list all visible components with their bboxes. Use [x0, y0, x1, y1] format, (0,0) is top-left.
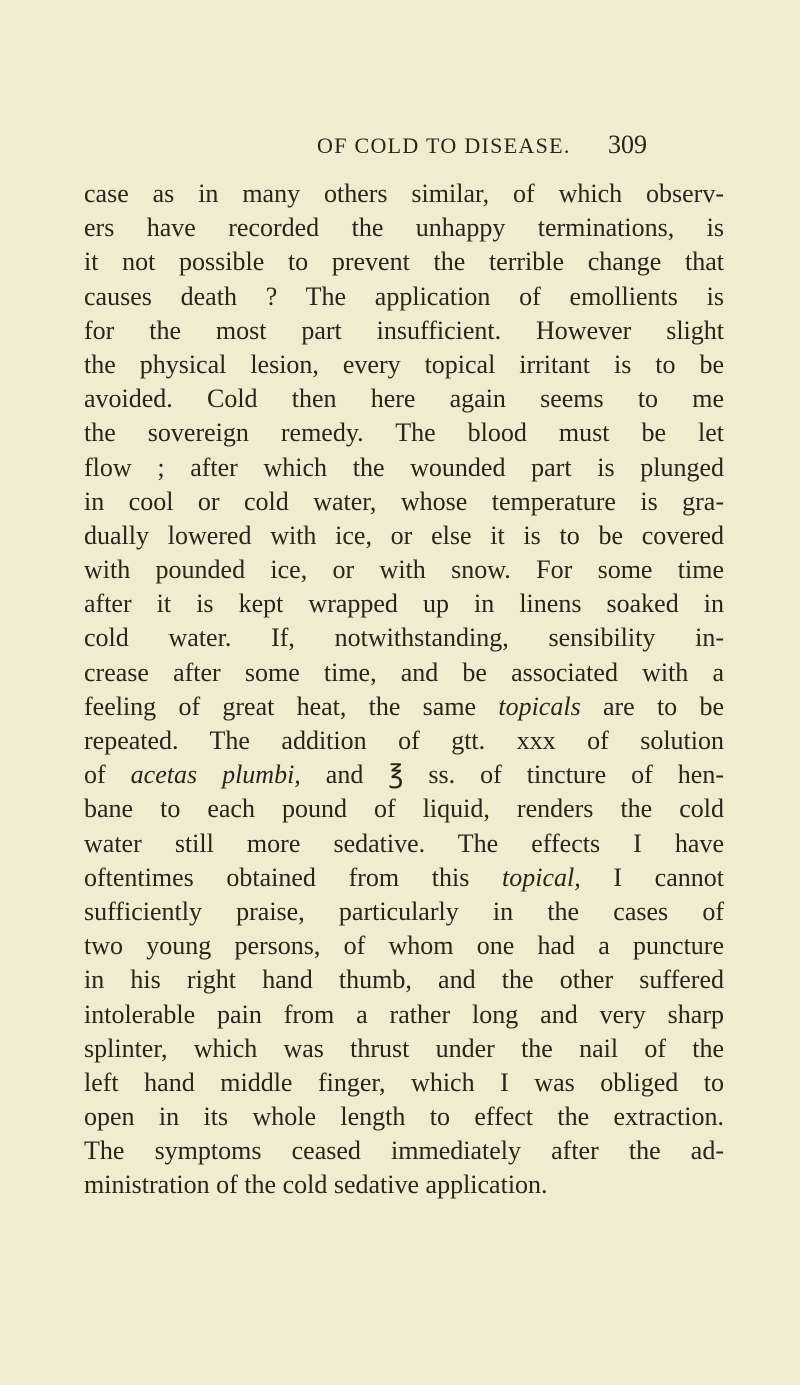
text-line: after it is kept wrapped up in linens soaked in — [84, 589, 724, 619]
text-line: dually lowered with ice, or else it is to be covered — [84, 520, 724, 550]
text-line: intolerable pain from a rather long and very sharp — [84, 999, 724, 1029]
text-line: the physical lesion, every topical irritant is to be — [84, 349, 724, 379]
text-line: crease after some time, and be associated with a — [84, 657, 724, 687]
text-line: in his right hand thumb, and the other suffered — [84, 965, 724, 995]
text-line: avoided. Cold then here again seems to me — [84, 384, 724, 414]
text-run: are to be — [580, 691, 724, 721]
text-line: sufficiently praise, particularly in the cases of — [84, 896, 724, 926]
text-line: flow ; after which the wounded part is plunged — [84, 452, 724, 482]
text-line: splinter, which was thrust under the nail of the — [84, 1033, 724, 1063]
body-paragraph — [84, 177, 724, 1203]
text-line — [84, 690, 724, 724]
text-line: bane to each pound of liquid, renders the cold — [84, 794, 724, 824]
text-line: open in its whole length to effect the extraction. — [84, 1102, 724, 1132]
text-line: The symptoms ceased immediately after the ad- — [84, 1136, 724, 1166]
italic-text: acetas plumbi, — [130, 760, 301, 790]
text-line: with pounded ice, or with snow. For some time — [84, 555, 724, 585]
page-number: 309 — [608, 130, 647, 159]
running-head-title: OF COLD TO DISEASE. — [317, 133, 571, 158]
text-line: water still more sedative. The effects I have — [84, 828, 724, 858]
text-line: in cool or cold water, whose temperature is gra- — [84, 486, 724, 516]
text-line: ers have recorded the unhappy terminations, is — [84, 213, 724, 243]
text-line: cold water. If, notwithstanding, sensibility in- — [84, 623, 724, 653]
italic-text: topicals — [498, 691, 581, 721]
text-line: case as in many others similar, of which observ- — [84, 179, 724, 208]
text-line: causes death ? The application of emollients is — [84, 281, 724, 311]
text-line: it not possible to prevent the terrible change that — [84, 247, 724, 277]
text-run: and ℥ ss. of tincture of hen- — [300, 760, 724, 790]
text-line: ministration of the cold sedative application. — [84, 1170, 548, 1200]
text-run: oftentimes obtained from this — [84, 862, 502, 892]
text-run: I cannot — [580, 862, 724, 892]
text-line: the sovereign remedy. The blood must be let — [84, 418, 724, 448]
text-line — [84, 861, 724, 895]
text-run: of — [84, 760, 131, 790]
text-line: for the most part insufficient. However slight — [84, 315, 724, 345]
italic-text: topical, — [502, 862, 581, 892]
text-run: feeling of great heat, the same — [84, 691, 499, 721]
text-line: repeated. The addition of gtt. xxx of solution — [84, 726, 724, 755]
running-head — [0, 130, 800, 165]
text-line — [84, 758, 724, 792]
text-line: two young persons, of whom one had a puncture — [84, 931, 724, 961]
text-line: left hand middle finger, which I was obliged to — [84, 1067, 724, 1097]
